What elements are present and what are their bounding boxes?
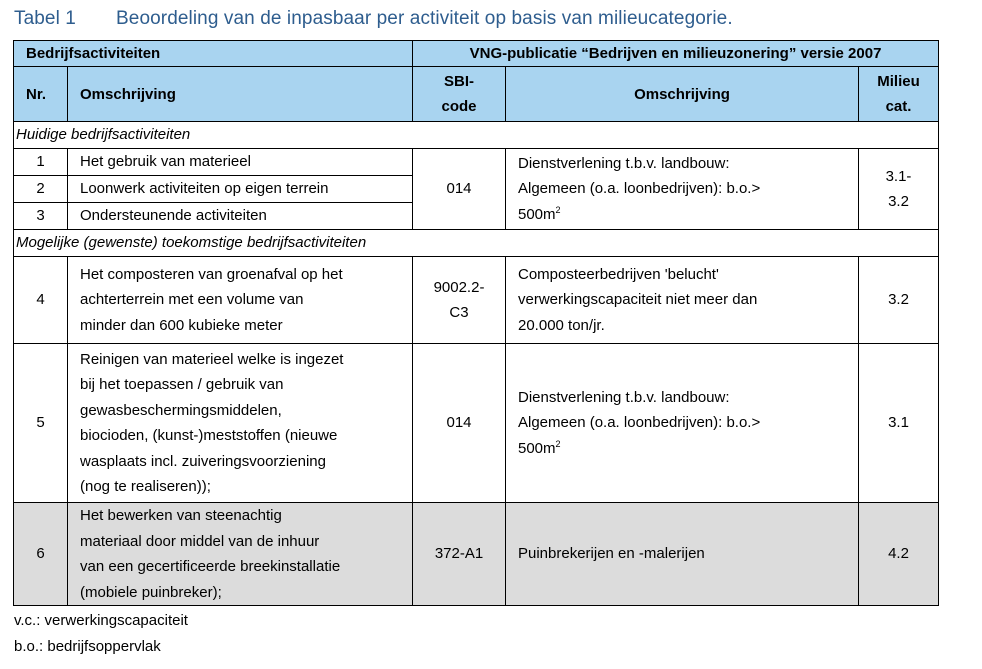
row5-vng-line3: $500m^2$ xyxy=(518,438,561,457)
caption-number: Tabel 1 xyxy=(14,8,76,29)
section-row-future xyxy=(14,230,939,257)
row6-omschrijving xyxy=(68,503,413,606)
row6-line2: materiaal door middel van de inhuur xyxy=(80,532,320,550)
footnote-bo: b.o.: bedrijfsoppervlak xyxy=(14,638,161,655)
row4-sbi-line1: 9002.2- xyxy=(433,278,485,296)
row5-line3: gewasbeschermingsmiddelen, xyxy=(80,401,282,419)
row5-milieu-cat: 3.1 xyxy=(859,344,939,503)
row6-line3: van een gecertificeerde breekinstallatie xyxy=(80,558,341,575)
row5-line2: bij het toepassen / gebruik van xyxy=(80,376,284,393)
row4-vng-omschrijving xyxy=(506,257,859,344)
table-row-1 xyxy=(14,149,939,176)
row4-line3: minder dan 600 kubieke meter xyxy=(80,316,283,334)
header-vng-publicatie: VNG-publicatie “Bedrijven en milieuzonering” versie 2007 xyxy=(413,41,939,67)
header-columns-row xyxy=(14,67,939,122)
current-milieu-cat xyxy=(859,149,939,230)
milieucategorie-table xyxy=(13,40,939,606)
header-sbi-line1: SBI- xyxy=(444,73,474,90)
row5-line1: Reinigen van materieel welke is ingezet xyxy=(80,350,344,368)
row4-vng-line1: Composteerbedrijven 'belucht' xyxy=(518,265,719,283)
header-bedrijfsactiviteiten: Bedrijfsactiviteiten xyxy=(14,41,413,67)
header-nr: Nr. xyxy=(14,67,68,122)
section-row-current xyxy=(14,122,939,149)
header-milieu-cat xyxy=(859,67,939,122)
row5-sbi-code: 014 xyxy=(413,344,506,503)
section-toekomstige: Mogelijke (gewenste) toekomstige bedrijfsactiviteiten xyxy=(14,230,939,257)
header-omschrijving: Omschrijving xyxy=(68,67,413,122)
table-caption xyxy=(14,8,733,30)
row5-line5: wasplaats incl. zuiveringsvoorziening xyxy=(80,452,326,470)
row4-nr: 4 xyxy=(14,257,68,344)
header-milieu-line2: cat. xyxy=(885,98,912,115)
row5-vng-omschrijving xyxy=(506,344,859,503)
row4-sbi-line2: C3 xyxy=(449,304,469,321)
current-vng-line1: Dienstverlening t.b.v. landbouw: xyxy=(518,154,730,172)
footnote-vc: v.c.: verwerkingscapaciteit xyxy=(14,612,188,629)
table-row-4 xyxy=(14,257,939,344)
row4-line2: achterterrein met een volume van xyxy=(80,291,304,309)
row6-sbi-code: 372-A1 xyxy=(413,503,506,606)
row4-line1: Het composteren van groenafval op het xyxy=(80,265,343,283)
header-group-row xyxy=(14,41,939,67)
header-sbi-line2: code xyxy=(441,98,477,115)
header-vng-omschrijving: Omschrijving xyxy=(506,67,859,122)
table-row-6 xyxy=(14,503,939,606)
row4-milieu-cat: 3.2 xyxy=(859,257,939,344)
header-sbi-code xyxy=(413,67,506,122)
row5-vng-line2: Algemeen (o.a. loonbedrijven): b.o.> xyxy=(518,414,761,432)
current-milieu-line1: 3.1- xyxy=(885,167,912,185)
row4-vng-line2: verwerkingscapaciteit niet meer dan xyxy=(518,291,758,309)
row6-vng-omschrijving: Puinbrekerijen en -malerijen xyxy=(506,503,859,606)
row2-nr: 2 xyxy=(14,176,68,203)
caption-title: Beoordeling van de inpasbaar per activiteit op basis van milieucategorie. xyxy=(116,8,733,29)
row5-omschrijving xyxy=(68,344,413,503)
row4-omschrijving xyxy=(68,257,413,344)
current-sbi-code: 014 xyxy=(413,149,506,230)
row6-line4: (mobiele puinbreker); xyxy=(80,583,222,601)
row1-omschrijving: Het gebruik van materieel xyxy=(68,149,413,176)
row3-omschrijving: Ondersteunende activiteiten xyxy=(68,203,413,230)
row3-nr: 3 xyxy=(14,203,68,230)
section-huidige: Huidige bedrijfsactiviteiten xyxy=(14,122,939,149)
row6-line1: Het bewerken van steenachtig xyxy=(80,507,282,524)
row6-milieu-cat: 4.2 xyxy=(859,503,939,606)
row5-nr: 5 xyxy=(14,344,68,503)
row5-line4: biocioden, (kunst-)meststoffen (nieuwe xyxy=(80,427,338,444)
row4-vng-line3: 20.000 ton/jr. xyxy=(518,316,605,334)
row2-omschrijving: Loonwerk activiteiten op eigen terrein xyxy=(68,176,413,203)
table-row-5 xyxy=(14,344,939,503)
row5-line6: (nog te realiseren)); xyxy=(80,478,211,495)
row4-sbi-code xyxy=(413,257,506,344)
current-milieu-line2: 3.2 xyxy=(888,193,909,210)
current-vng-line3: $500m^2$ xyxy=(518,204,561,223)
row6-nr: 6 xyxy=(14,503,68,606)
current-vng-omschrijving xyxy=(506,149,859,230)
current-vng-line2: Algemeen (o.a. loonbedrijven): b.o.> xyxy=(518,180,761,198)
header-milieu-line1: Milieu xyxy=(877,73,920,90)
row1-nr: 1 xyxy=(14,149,68,176)
row5-vng-line1: Dienstverlening t.b.v. landbouw: xyxy=(518,388,730,406)
